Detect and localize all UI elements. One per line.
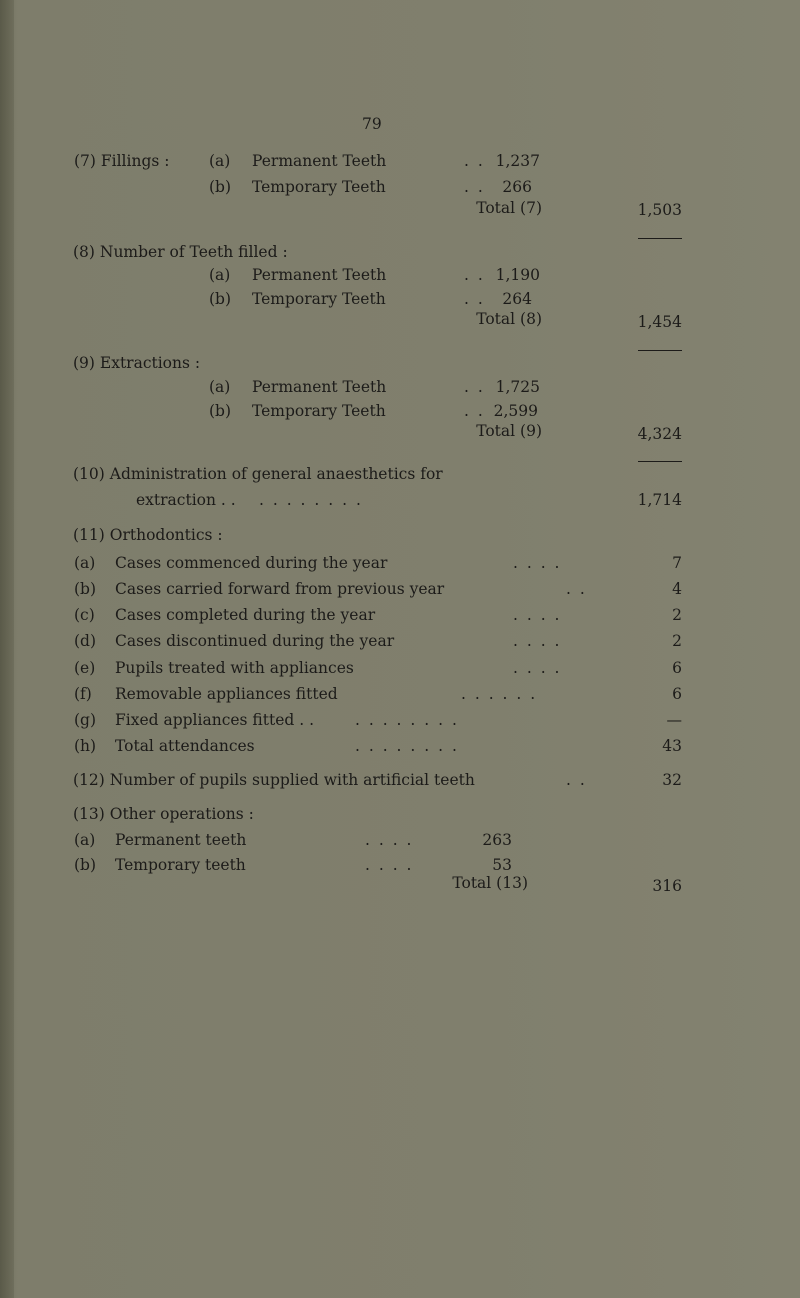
dot-leader: . . [464,178,485,196]
extractions-heading: (9) Extractions : [73,354,201,372]
total-rule [638,461,682,462]
dot-leader: . . [566,580,587,598]
orthodontics-item-label: Total attendances [115,737,255,755]
fillings-total-value: 1,503 [637,201,682,219]
teeth-filled-a-marker: (a) [209,266,231,284]
other-operations-a-marker: (a) [74,831,96,849]
extractions-a-value: 1,725 [495,378,540,396]
page-number: 79 [362,115,382,133]
dot-leader: . . [464,152,485,170]
fillings-total-label: Total (7) [476,199,542,217]
extractions-total-value: 4,324 [637,425,682,443]
orthodontics-item-label: Cases carried forward from previous year [115,580,445,598]
orthodontics-item-value: 6 [672,685,682,703]
anaesthetics-line1: (10) Administration of general anaesthetics for [73,465,443,483]
dot-leader: . . . . . . . . [355,711,459,729]
orthodontics-item-value: — [666,711,682,729]
other-operations-heading: (13) Other operations : [73,805,254,823]
teeth-filled-a-value: 1,190 [495,266,540,284]
orthodontics-item-marker: (f) [74,685,92,703]
dot-leader: . . . . . . . . [355,737,459,755]
orthodontics-item-label: Cases completed during the year [115,606,376,624]
fillings-b-marker: (b) [209,178,232,196]
extractions-b-marker: (b) [209,402,232,420]
orthodontics-item-value: 2 [672,606,682,624]
teeth-filled-b-label: Temporary Teeth [252,290,386,308]
orthodontics-item-label: Cases discontinued during the year [115,632,395,650]
dot-leader: . . . . [513,632,562,650]
dot-leader: . . . . [365,831,414,849]
orthodontics-item-label: Removable appliances fitted [115,685,338,703]
fillings-heading: (7) Fillings : [74,152,170,170]
dot-leader: . . [566,771,587,789]
dot-leader-long: . . . . . . . . [259,491,363,509]
artificial-teeth-value: 32 [662,771,682,789]
other-operations-a-value: 263 [482,831,512,849]
extractions-b-label: Temporary Teeth [252,402,386,420]
teeth-filled-b-marker: (b) [209,290,232,308]
extractions-a-marker: (a) [209,378,231,396]
orthodontics-item-marker: (h) [74,737,97,755]
fillings-a-marker: (a) [209,152,231,170]
extractions-b-value: 2,599 [493,402,538,420]
orthodontics-item-label: Fixed appliances fitted . . [115,711,315,729]
dot-leader: . . . . . . [461,685,538,703]
teeth-filled-b-value: 264 [502,290,532,308]
extractions-a-label: Permanent Teeth [252,378,387,396]
orthodontics-item-marker: (a) [74,554,96,572]
orthodontics-item-marker: (e) [74,659,96,677]
orthodontics-heading: (11) Orthodontics : [73,526,223,544]
dot-leader: . . . . [365,856,414,874]
other-operations-total-label: Total (13) [452,874,528,892]
other-operations-b-value: 53 [492,856,512,874]
extractions-total-label: Total (9) [476,422,542,440]
orthodontics-item-value: 6 [672,659,682,677]
teeth-filled-heading: (8) Number of Teeth filled : [73,243,288,261]
other-operations-b-marker: (b) [74,856,97,874]
artificial-teeth-label: (12) Number of pupils supplied with artificial teeth [73,771,475,789]
dot-leader: . . [464,290,485,308]
teeth-filled-a-label: Permanent Teeth [252,266,387,284]
total-rule [638,350,682,351]
orthodontics-item-marker: (c) [74,606,95,624]
anaesthetics-value: 1,714 [637,491,682,509]
fillings-b-label: Temporary Teeth [252,178,386,196]
anaesthetics-line2: extraction . . [136,491,236,509]
dot-leader: . . . . [513,606,562,624]
fillings-a-value: 1,237 [495,152,540,170]
orthodontics-item-value: 2 [672,632,682,650]
dot-leader: . . [464,402,485,420]
orthodontics-item-value: 4 [672,580,682,598]
other-operations-total-value: 316 [652,877,682,895]
orthodontics-item-label: Cases commenced during the year [115,554,388,572]
orthodontics-item-marker: (b) [74,580,97,598]
total-rule [638,238,682,239]
other-operations-a-label: Permanent teeth [115,831,247,849]
fillings-b-value: 266 [502,178,532,196]
orthodontics-item-label: Pupils treated with appliances [115,659,354,677]
orthodontics-item-marker: (d) [74,632,97,650]
other-operations-b-label: Temporary teeth [115,856,246,874]
orthodontics-item-value: 43 [662,737,682,755]
orthodontics-item-marker: (g) [74,711,97,729]
teeth-filled-total-label: Total (8) [476,310,542,328]
dot-leader: . . . . [513,554,562,572]
teeth-filled-total-value: 1,454 [637,313,682,331]
fillings-a-label: Permanent Teeth [252,152,387,170]
dot-leader: . . [464,378,485,396]
orthodontics-item-value: 7 [672,554,682,572]
dot-leader: . . [464,266,485,284]
dot-leader: . . . . [513,659,562,677]
